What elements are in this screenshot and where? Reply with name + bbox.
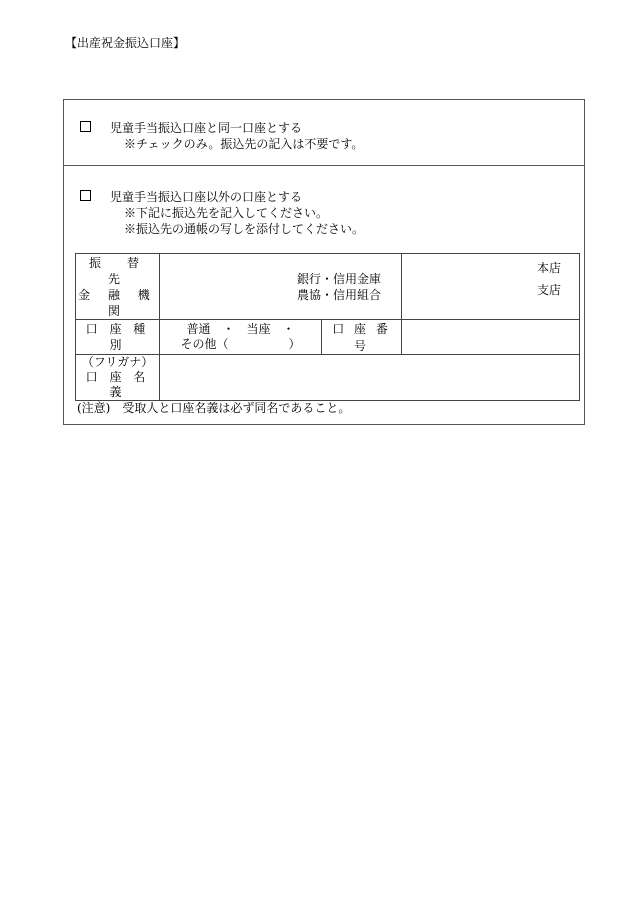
- option-other-account-note-2: ※振込先の通帳の写しを添付してください。: [124, 222, 365, 236]
- institution-type-bank: 銀行・信用金庫: [297, 271, 382, 286]
- option-same-account-label: 児童手当振込口座と同一口座とする: [110, 121, 303, 135]
- institution-type-coop: 農協・信用組合: [297, 287, 382, 302]
- branch-name-field[interactable]: [402, 254, 580, 320]
- account-type-label: 口 座 種 別: [76, 320, 160, 355]
- institution-name-field[interactable]: [160, 254, 402, 320]
- account-name-kana-label: （フリガナ）: [81, 355, 154, 369]
- table-row-institution: [76, 254, 580, 320]
- account-type-field[interactable]: [160, 320, 322, 355]
- bank-account-form: [63, 99, 585, 425]
- checkbox-other-account[interactable]: [80, 190, 91, 201]
- form-section-heading: 【出産祝金振込口座】: [65, 36, 186, 50]
- institution-label-line-1: 振 替 先: [88, 255, 166, 286]
- branch-type-main: 本店: [537, 261, 562, 275]
- checkbox-same-account[interactable]: [80, 121, 91, 132]
- account-number-field[interactable]: [402, 320, 580, 355]
- table-row-account-type: [76, 320, 580, 355]
- account-number-label: 口 座 番 号: [322, 320, 402, 355]
- branch-type-sub: 支店: [537, 283, 562, 297]
- account-type-option-line-1: 普通 ・ 当座 ・: [186, 322, 295, 336]
- table-row-account-name: [76, 355, 580, 401]
- option-same-account-note: ※チェックのみ。振込先の記入は不要です。: [124, 137, 364, 151]
- caution-note: (注意) 受取人と口座名義は必ず同名であること。: [77, 401, 351, 415]
- section-divider: [64, 165, 584, 166]
- option-other-account-label: 児童手当振込口座以外の口座とする: [110, 190, 303, 204]
- option-other-account-note-1: ※下記に振込先を記入してください。: [124, 206, 329, 220]
- account-name-label-cell: [76, 355, 160, 401]
- account-type-option-line-2: その他（ ）: [180, 337, 301, 351]
- institution-label-cell: [76, 254, 166, 320]
- account-name-label: 口 座 名 義: [85, 370, 150, 399]
- bank-details-table: [75, 253, 580, 401]
- institution-label-line-2: 金 融 機 関: [78, 287, 157, 318]
- account-name-field[interactable]: [160, 355, 580, 401]
